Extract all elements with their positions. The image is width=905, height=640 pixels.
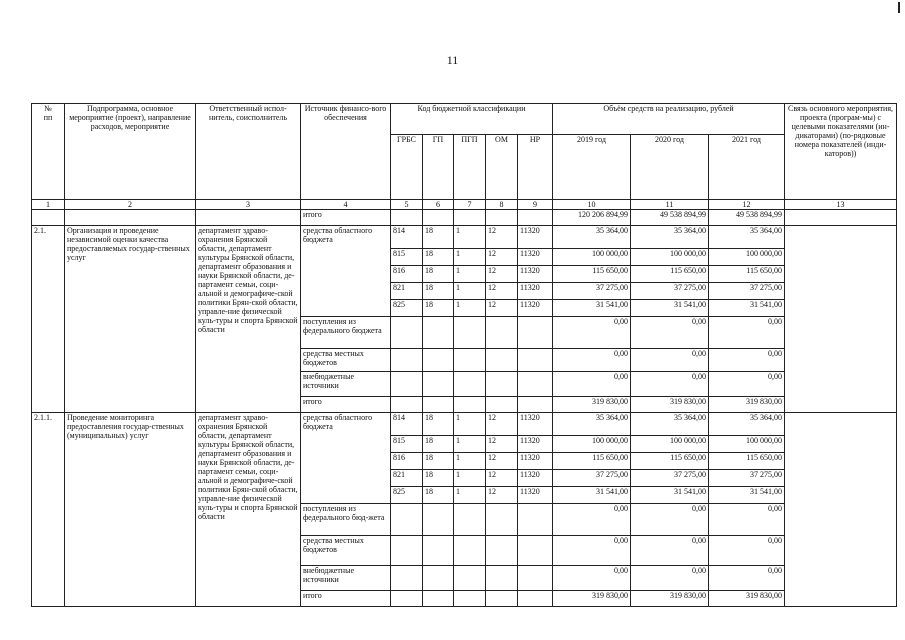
indicator-link-cell [785, 413, 897, 607]
total-2021: 49 538 894,99 [709, 210, 785, 226]
np-cell: 11320 [518, 413, 553, 436]
column-number: 7 [454, 200, 486, 210]
section-number: 2.1. [32, 226, 65, 413]
local-source-label: средства местных бюджетов [301, 349, 391, 372]
value-2019: 100 000,00 [553, 249, 631, 266]
header-num: № пп [32, 104, 65, 200]
pgp-cell: 1 [454, 413, 486, 436]
column-number: 6 [423, 200, 454, 210]
value-2020: 100 000,00 [631, 249, 709, 266]
section-responsible: департамент здраво-охранения Брянской области, департамент культуры Брянской области, департамент образования и науки Брянской области, де-партамент семьи, соци-альной и демографиче-ской политики Брян-ской области, управле-ние физической куль-туры и спорта Брянской области [196, 413, 301, 607]
value-2019: 0,00 [553, 536, 631, 566]
section-responsible: департамент здраво-охранения Брянской области, департамент культуры Брянской области, департамент образования и науки Брянской области, де-партамент семьи, соци-альной и демографиче-ской политики Брян-ской области, управле-ние физической куль-туры и спорта Брянской области [196, 226, 301, 413]
value-2020: 100 000,00 [631, 436, 709, 453]
value-2020: 0,00 [631, 349, 709, 372]
np-cell: 11320 [518, 283, 553, 300]
value-2019: 100 000,00 [553, 436, 631, 453]
value-2021: 0,00 [709, 536, 785, 566]
total-2019: 319 830,00 [553, 591, 631, 607]
value-2021: 31 541,00 [709, 487, 785, 504]
total-2021: 319 830,00 [709, 591, 785, 607]
column-number: 13 [785, 200, 897, 210]
value-2021: 37 275,00 [709, 283, 785, 300]
header-responsible: Ответственный испол-нитель, соисполнитель [196, 104, 301, 200]
value-2021: 100 000,00 [709, 249, 785, 266]
grbs-cell: 821 [391, 283, 423, 300]
value-2020: 115 650,00 [631, 453, 709, 470]
column-number: 11 [631, 200, 709, 210]
extrabudget-source-label: внебюджетные источники [301, 566, 391, 591]
total-2020: 319 830,00 [631, 397, 709, 413]
value-2021: 0,00 [709, 504, 785, 536]
column-number: 8 [486, 200, 518, 210]
header-link: Связь основного мероприятия, проекта (програм-мы) с целевыми показателями (ин-дикаторами) (по-рядковые номера показателей (инди-каторов)) [785, 104, 897, 200]
total-2021: 319 830,00 [709, 397, 785, 413]
value-2021: 115 650,00 [709, 453, 785, 470]
pgp-cell: 1 [454, 249, 486, 266]
np-cell: 11320 [518, 266, 553, 283]
grbs-cell: 825 [391, 300, 423, 317]
value-2021: 35 364,00 [709, 413, 785, 436]
value-2021: 0,00 [709, 372, 785, 397]
regional-source-label: средства областного бюджета [301, 413, 391, 504]
header-budget-code: Код бюджетной классификации [391, 104, 553, 135]
value-2020: 0,00 [631, 372, 709, 397]
gp-cell: 18 [423, 413, 454, 436]
value-2020: 31 541,00 [631, 487, 709, 504]
value-2020: 35 364,00 [631, 226, 709, 249]
section-name: Организация и проведение независимой оценки качества предоставляемых государ-ственных услуг [65, 226, 196, 413]
value-2020: 0,00 [631, 566, 709, 591]
value-2019: 31 541,00 [553, 300, 631, 317]
om-cell: 12 [486, 266, 518, 283]
gp-cell: 18 [423, 470, 454, 487]
value-2021: 35 364,00 [709, 226, 785, 249]
section-number: 2.1.1. [32, 413, 65, 607]
value-2019: 35 364,00 [553, 413, 631, 436]
column-number: 1 [32, 200, 65, 210]
indicator-link-cell [785, 226, 897, 413]
value-2021: 0,00 [709, 349, 785, 372]
grbs-cell: 825 [391, 487, 423, 504]
value-2019: 0,00 [553, 317, 631, 349]
np-cell: 11320 [518, 487, 553, 504]
column-number: 2 [65, 200, 196, 210]
om-cell: 12 [486, 453, 518, 470]
value-2019: 37 275,00 [553, 470, 631, 487]
page-number: 11 [446, 53, 459, 67]
om-cell: 12 [486, 283, 518, 300]
gp-cell: 18 [423, 266, 454, 283]
value-2021: 100 000,00 [709, 436, 785, 453]
budget-table [31, 103, 897, 607]
grbs-cell: 814 [391, 226, 423, 249]
header-volume: Объём средств на реализацию, рублей [553, 104, 785, 135]
extrabudget-source-label: внебюджетные источники [301, 372, 391, 397]
header-2019: 2019 год [553, 135, 631, 200]
value-2020: 37 275,00 [631, 283, 709, 300]
section-name: Проведение мониторинга предоставления государ-ственных (муниципальных) услуг [65, 413, 196, 607]
total-label: итого [301, 397, 391, 413]
value-2019: 0,00 [553, 349, 631, 372]
regional-source-label: средства областного бюджета [301, 226, 391, 317]
np-cell: 11320 [518, 249, 553, 266]
value-2021: 0,00 [709, 317, 785, 349]
value-2019: 0,00 [553, 372, 631, 397]
total-label: итого [301, 591, 391, 607]
pgp-cell: 1 [454, 226, 486, 249]
value-2019: 31 541,00 [553, 487, 631, 504]
header-pgp: ПГП [454, 135, 486, 200]
gp-cell: 18 [423, 453, 454, 470]
value-2021: 31 541,00 [709, 300, 785, 317]
column-number: 12 [709, 200, 785, 210]
grbs-cell: 815 [391, 249, 423, 266]
om-cell: 12 [486, 436, 518, 453]
column-number: 5 [391, 200, 423, 210]
om-cell: 12 [486, 249, 518, 266]
total-2020: 49 538 894,99 [631, 210, 709, 226]
value-2019: 115 650,00 [553, 453, 631, 470]
header-gp: ГП [423, 135, 454, 200]
grbs-cell: 821 [391, 470, 423, 487]
value-2019: 0,00 [553, 504, 631, 536]
value-2020: 31 541,00 [631, 300, 709, 317]
gp-cell: 18 [423, 283, 454, 300]
pgp-cell: 1 [454, 453, 486, 470]
column-number-row [32, 200, 897, 210]
om-cell: 12 [486, 300, 518, 317]
total-2019: 120 206 894,99 [553, 210, 631, 226]
grbs-cell: 816 [391, 453, 423, 470]
om-cell: 12 [486, 413, 518, 436]
om-cell: 12 [486, 487, 518, 504]
table-row [32, 226, 897, 249]
gp-cell: 18 [423, 300, 454, 317]
value-2019: 35 364,00 [553, 226, 631, 249]
np-cell: 11320 [518, 436, 553, 453]
gp-cell: 18 [423, 249, 454, 266]
local-source-label: средства местных бюджетов [301, 536, 391, 566]
value-2021: 115 650,00 [709, 266, 785, 283]
gp-cell: 18 [423, 226, 454, 249]
total-2020: 319 830,00 [631, 591, 709, 607]
header-np: НР [518, 135, 553, 200]
value-2020: 37 275,00 [631, 470, 709, 487]
total-label: итого [301, 210, 391, 226]
value-2021: 0,00 [709, 566, 785, 591]
grbs-cell: 816 [391, 266, 423, 283]
top-total-row [32, 210, 897, 226]
header-om: ОМ [486, 135, 518, 200]
om-cell: 12 [486, 226, 518, 249]
value-2020: 115 650,00 [631, 266, 709, 283]
header-2020: 2020 год [631, 135, 709, 200]
header-program: Подпрограмма, основное мероприятие (проект), направление расходов, мероприятие [65, 104, 196, 200]
value-2019: 37 275,00 [553, 283, 631, 300]
column-number: 10 [553, 200, 631, 210]
grbs-cell: 815 [391, 436, 423, 453]
value-2019: 115 650,00 [553, 266, 631, 283]
pgp-cell: 1 [454, 487, 486, 504]
value-2020: 0,00 [631, 504, 709, 536]
federal-source-label: поступления из федерального бюд-жета [301, 504, 391, 536]
header-2021: 2021 год [709, 135, 785, 200]
pgp-cell: 1 [454, 470, 486, 487]
pgp-cell: 1 [454, 283, 486, 300]
om-cell: 12 [486, 470, 518, 487]
header-source: Источник финансо-вого обеспечения [301, 104, 391, 200]
value-2019: 0,00 [553, 566, 631, 591]
pgp-cell: 1 [454, 266, 486, 283]
grbs-cell: 814 [391, 413, 423, 436]
total-2019: 319 830,00 [553, 397, 631, 413]
column-number: 4 [301, 200, 391, 210]
header-grbs: ГРБС [391, 135, 423, 200]
value-2021: 37 275,00 [709, 470, 785, 487]
np-cell: 11320 [518, 453, 553, 470]
value-2020: 0,00 [631, 536, 709, 566]
table-row [32, 413, 897, 436]
column-number: 3 [196, 200, 301, 210]
np-cell: 11320 [518, 470, 553, 487]
value-2020: 35 364,00 [631, 413, 709, 436]
np-cell: 11320 [518, 226, 553, 249]
pgp-cell: 1 [454, 300, 486, 317]
gp-cell: 18 [423, 436, 454, 453]
column-number: 9 [518, 200, 553, 210]
federal-source-label: поступления из федерального бюджета [301, 317, 391, 349]
scan-edge-mark [898, 2, 900, 13]
np-cell: 11320 [518, 300, 553, 317]
value-2020: 0,00 [631, 317, 709, 349]
gp-cell: 18 [423, 487, 454, 504]
pgp-cell: 1 [454, 436, 486, 453]
